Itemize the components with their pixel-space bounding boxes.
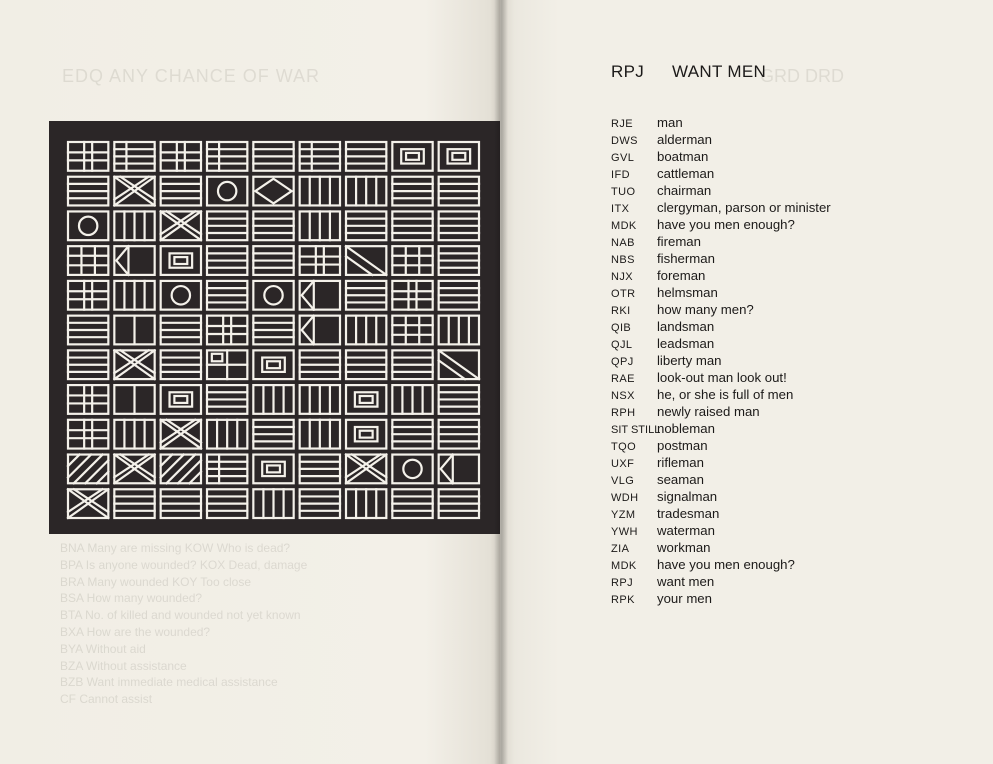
signal-flag	[253, 385, 293, 414]
code-meaning: your men	[657, 591, 712, 606]
signal-flag	[253, 177, 293, 206]
code-entry	[611, 471, 931, 488]
signal-code: SIT STILL	[611, 424, 661, 436]
signal-flag	[346, 177, 386, 206]
code-meaning: look-out man look out!	[657, 370, 787, 385]
signal-flag	[207, 177, 247, 206]
signal-flag	[68, 246, 108, 275]
code-entry	[611, 352, 931, 369]
signal-flag	[346, 281, 386, 310]
signal-code: ZIA	[611, 543, 630, 555]
signal-code: RPJ	[611, 577, 633, 589]
signal-flag	[392, 455, 432, 484]
code-meaning: rifleman	[657, 455, 704, 470]
signal-flag	[114, 316, 154, 345]
signal-flag	[207, 455, 247, 484]
signal-flag-grid	[49, 121, 500, 534]
code-meaning: he, or she is full of men	[657, 387, 794, 402]
code-meaning: nobleman	[657, 421, 715, 436]
signal-flag	[392, 142, 432, 171]
signal-flag	[300, 316, 340, 345]
signal-code: RPH	[611, 407, 636, 419]
signal-flag	[207, 211, 247, 240]
code-entry	[611, 267, 931, 284]
signal-flag	[439, 177, 479, 206]
signal-flag	[253, 316, 293, 345]
signal-flag	[346, 385, 386, 414]
signal-flag	[439, 385, 479, 414]
signal-flag	[161, 489, 201, 518]
signal-flag	[300, 142, 340, 171]
signal-flag	[300, 211, 340, 240]
signal-code: IFD	[611, 169, 630, 181]
signal-flag	[161, 177, 201, 206]
code-entry	[611, 403, 931, 420]
code-meaning: foreman	[657, 268, 706, 283]
signal-flag	[207, 281, 247, 310]
signal-flag	[161, 281, 201, 310]
code-entry	[611, 590, 931, 607]
code-entry	[611, 335, 931, 352]
signal-flag	[68, 489, 108, 518]
code-meaning: man	[657, 115, 683, 130]
signal-flag	[68, 385, 108, 414]
ghost-line: CF Cannot assist	[60, 692, 153, 707]
signal-code: NAB	[611, 237, 635, 249]
signal-flag	[439, 350, 479, 379]
signal-flag	[68, 316, 108, 345]
signal-code-list	[611, 114, 931, 607]
signal-flag	[68, 420, 108, 449]
ghost-heading-right: GRD DRD	[760, 66, 844, 86]
signal-code: TQO	[611, 441, 637, 453]
signal-flag	[161, 316, 201, 345]
signal-flag	[207, 350, 247, 379]
code-meaning: liberty man	[657, 353, 722, 368]
code-meaning: postman	[657, 438, 708, 453]
ghost-line: BSA How many wounded?	[60, 591, 203, 606]
signal-flag	[439, 489, 479, 518]
signal-flag	[253, 489, 293, 518]
signal-code: RAE	[611, 373, 635, 385]
code-entry	[611, 165, 931, 182]
signal-flag	[207, 420, 247, 449]
signal-flag	[253, 350, 293, 379]
signal-flag	[300, 385, 340, 414]
signal-code: YZM	[611, 509, 636, 521]
code-meaning: leadsman	[657, 336, 715, 351]
signal-code: UXF	[611, 458, 635, 470]
ghost-line: BZB Want immediate medical assistance	[60, 675, 278, 690]
signal-flag	[161, 350, 201, 379]
signal-flag	[439, 420, 479, 449]
signal-flag	[253, 142, 293, 171]
ghost-heading-left: EDQ ANY CHANCE OF WAR	[62, 66, 321, 86]
code-entry	[611, 522, 931, 539]
signal-flag	[114, 281, 154, 310]
signal-flag	[161, 246, 201, 275]
signal-flag	[346, 142, 386, 171]
code-meaning: have you men enough?	[657, 217, 795, 232]
signal-flag	[114, 177, 154, 206]
ghost-line: BXA How are the wounded?	[60, 624, 211, 639]
signal-flag	[114, 455, 154, 484]
code-entry	[611, 182, 931, 199]
code-entry	[611, 488, 931, 505]
code-entry	[611, 386, 931, 403]
signal-flag	[439, 211, 479, 240]
signal-flag	[392, 385, 432, 414]
signal-flag	[300, 281, 340, 310]
signal-flag	[114, 420, 154, 449]
signal-flag	[114, 142, 154, 171]
ghost-line: BPA Is anyone wounded? KOX Dead, damage	[60, 557, 308, 572]
signal-flag	[300, 489, 340, 518]
code-entry	[611, 148, 931, 165]
ghost-line: BNA Many are missing KOW Who is dead?	[60, 541, 291, 555]
code-meaning: workman	[657, 540, 711, 555]
signal-flag	[439, 281, 479, 310]
signal-flag	[68, 455, 108, 484]
signal-flag	[300, 246, 340, 275]
signal-flag	[439, 316, 479, 345]
signal-flag	[346, 246, 386, 275]
signal-code: RKI	[611, 305, 631, 317]
code-entry	[611, 556, 931, 573]
signal-flag	[114, 489, 154, 518]
code-entry	[611, 573, 931, 590]
code-meaning: have you men enough?	[657, 557, 795, 572]
signal-flag	[392, 211, 432, 240]
book-gutter	[494, 0, 508, 764]
signal-flag	[114, 211, 154, 240]
signal-flag	[161, 420, 201, 449]
code-meaning: cattleman	[657, 166, 715, 181]
signal-flag	[392, 489, 432, 518]
code-meaning: boatman	[657, 149, 709, 164]
signal-flag	[253, 281, 293, 310]
signal-flag	[253, 420, 293, 449]
signal-flag	[392, 177, 432, 206]
signal-code: WDH	[611, 492, 639, 504]
signal-flag	[300, 420, 340, 449]
code-meaning: want men	[657, 574, 715, 589]
code-entry	[611, 539, 931, 556]
signal-flag	[161, 385, 201, 414]
heading-code: RPJ	[611, 62, 645, 81]
signal-code: TUO	[611, 186, 636, 198]
signal-code: QIB	[611, 322, 632, 334]
code-meaning: alderman	[657, 132, 712, 147]
code-entry	[611, 216, 931, 233]
signal-code: QPJ	[611, 356, 634, 368]
signal-code: RPK	[611, 594, 635, 606]
heading-title: WANT MEN	[672, 62, 767, 81]
signal-code: QJL	[611, 339, 633, 351]
code-meaning: newly raised man	[657, 404, 760, 419]
ghost-line: BYA Without aid	[60, 641, 146, 656]
signal-flag	[346, 455, 386, 484]
signal-flag	[68, 142, 108, 171]
code-meaning: fisherman	[657, 251, 715, 266]
code-meaning: helmsman	[657, 285, 718, 300]
signal-flag	[161, 142, 201, 171]
code-meaning: signalman	[657, 489, 718, 504]
ghost-line: BRA Many wounded KOY Too close	[60, 574, 252, 589]
signal-flag	[253, 246, 293, 275]
signal-flag	[68, 281, 108, 310]
code-entry	[611, 114, 931, 131]
signal-flag	[392, 420, 432, 449]
signal-code: YWH	[611, 526, 638, 538]
signal-code: DWS	[611, 135, 638, 147]
ghost-text-left	[60, 540, 307, 708]
ghost-line: BTA No. of killed and wounded not yet known	[60, 608, 301, 623]
code-entry	[611, 199, 931, 216]
code-entry	[611, 369, 931, 386]
code-meaning: how many men?	[657, 302, 754, 317]
signal-code: RJE	[611, 118, 633, 130]
signal-flag	[68, 177, 108, 206]
code-entry	[611, 505, 931, 522]
code-meaning: waterman	[657, 523, 715, 538]
signal-code: NJX	[611, 271, 633, 283]
signal-flag	[346, 211, 386, 240]
code-meaning: fireman	[657, 234, 701, 249]
ghost-line: BZA Without assistance	[60, 658, 187, 673]
signal-flag	[346, 350, 386, 379]
signal-code: MDK	[611, 560, 637, 572]
signal-code: ITX	[611, 203, 630, 215]
signal-flag	[346, 489, 386, 518]
signal-code: NSX	[611, 390, 635, 402]
signal-flag	[439, 142, 479, 171]
signal-flag	[300, 350, 340, 379]
code-entry	[611, 454, 931, 471]
signal-flag	[300, 455, 340, 484]
page-heading	[611, 62, 766, 82]
code-entry	[611, 131, 931, 148]
signal-flag	[439, 246, 479, 275]
signal-flag	[300, 177, 340, 206]
signal-code: MDK	[611, 220, 637, 232]
code-entry	[611, 284, 931, 301]
signal-flag	[114, 385, 154, 414]
signal-code: GVL	[611, 152, 635, 164]
signal-flag	[253, 455, 293, 484]
signal-flag	[207, 489, 247, 518]
code-entry	[611, 420, 931, 437]
signal-flag	[161, 211, 201, 240]
code-entry	[611, 301, 931, 318]
signal-flag	[114, 246, 154, 275]
signal-code: VLG	[611, 475, 635, 487]
signal-flag	[161, 455, 201, 484]
signal-flag	[346, 316, 386, 345]
signal-flag	[439, 455, 479, 484]
signal-flag	[207, 385, 247, 414]
signal-flag	[346, 420, 386, 449]
signal-flag	[392, 316, 432, 345]
code-meaning: landsman	[657, 319, 715, 334]
signal-flag	[392, 350, 432, 379]
signal-flag	[207, 316, 247, 345]
signal-flag	[68, 350, 108, 379]
signal-code: OTR	[611, 288, 636, 300]
signal-flag	[253, 211, 293, 240]
code-entry	[611, 233, 931, 250]
signal-flag	[392, 246, 432, 275]
code-meaning: tradesman	[657, 506, 720, 521]
code-meaning: seaman	[657, 472, 704, 487]
signal-code: NBS	[611, 254, 635, 266]
signal-flag-artwork	[49, 121, 500, 534]
code-entry	[611, 437, 931, 454]
code-meaning: clergyman, parson or minister	[657, 200, 831, 215]
signal-flag	[207, 246, 247, 275]
code-entry	[611, 318, 931, 335]
code-entry	[611, 250, 931, 267]
signal-flag	[114, 350, 154, 379]
signal-flag	[207, 142, 247, 171]
signal-flag	[392, 281, 432, 310]
signal-flag	[68, 211, 108, 240]
code-meaning: chairman	[657, 183, 712, 198]
